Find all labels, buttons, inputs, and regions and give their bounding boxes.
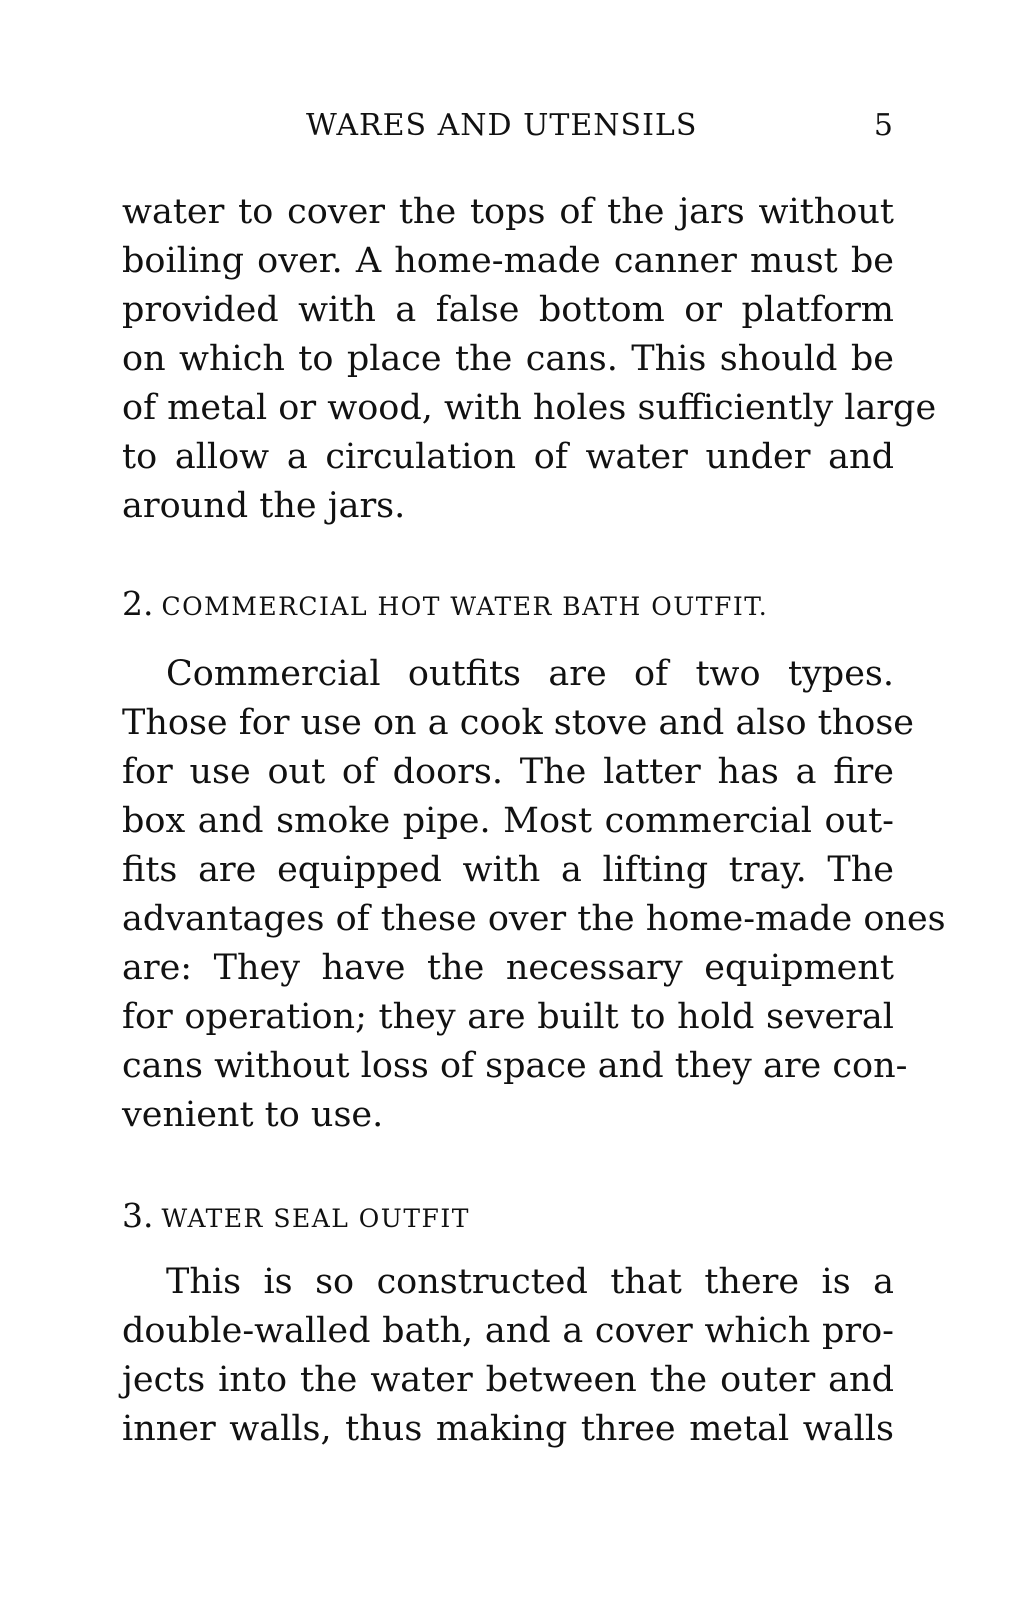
section-number: 3. [122, 1196, 154, 1235]
section-heading [122, 584, 768, 627]
text-line: water to cover the tops of the jars without [122, 192, 894, 232]
section-title: WATER SEAL OUTFIT [161, 1204, 470, 1233]
text-line: on which to place the cans. This should be [122, 339, 894, 379]
text-line: are: They have the necessary equipment [122, 948, 894, 988]
text-line: double-walled bath, and a cover which pro- [122, 1311, 894, 1351]
book-page [122, 0, 946, 1600]
text-line: This is so constructed that there is a [166, 1262, 894, 1302]
text-line: advantages of these over the home-made ones [122, 899, 946, 939]
text-line: to allow a circulation of water under and [122, 437, 894, 477]
text-line: inner walls, thus making three metal walls [122, 1409, 894, 1449]
text-line: for operation; they are built to hold several [122, 997, 894, 1037]
page-number: 5 [873, 108, 894, 143]
text-line: Those for use on a cook stove and also those [122, 703, 915, 743]
running-head [122, 108, 894, 152]
running-title: WARES AND UTENSILS [306, 108, 698, 143]
text-line: Commercial outfits are of two types. [166, 654, 894, 694]
text-line: box and smoke pipe. Most commercial out- [122, 801, 894, 841]
text-line: fits are equipped with a lifting tray. The [122, 850, 894, 890]
text-line: boiling over. A home-made canner must be [122, 241, 894, 281]
text-line: around the jars. [122, 486, 406, 526]
text-line: jects into the water between the outer and [122, 1360, 894, 1400]
section-heading [122, 1196, 470, 1239]
text-line: venient to use. [122, 1095, 384, 1135]
text-line: of metal or wood, with holes sufficiently large [122, 388, 937, 428]
text-line: for use out of doors. The latter has a fire [122, 752, 894, 792]
section-title: COMMERCIAL HOT WATER BATH OUTFIT. [161, 592, 769, 621]
text-line: cans without loss of space and they are con- [122, 1046, 908, 1086]
text-line: provided with a false bottom or platform [122, 290, 894, 330]
section-number: 2. [122, 584, 154, 623]
